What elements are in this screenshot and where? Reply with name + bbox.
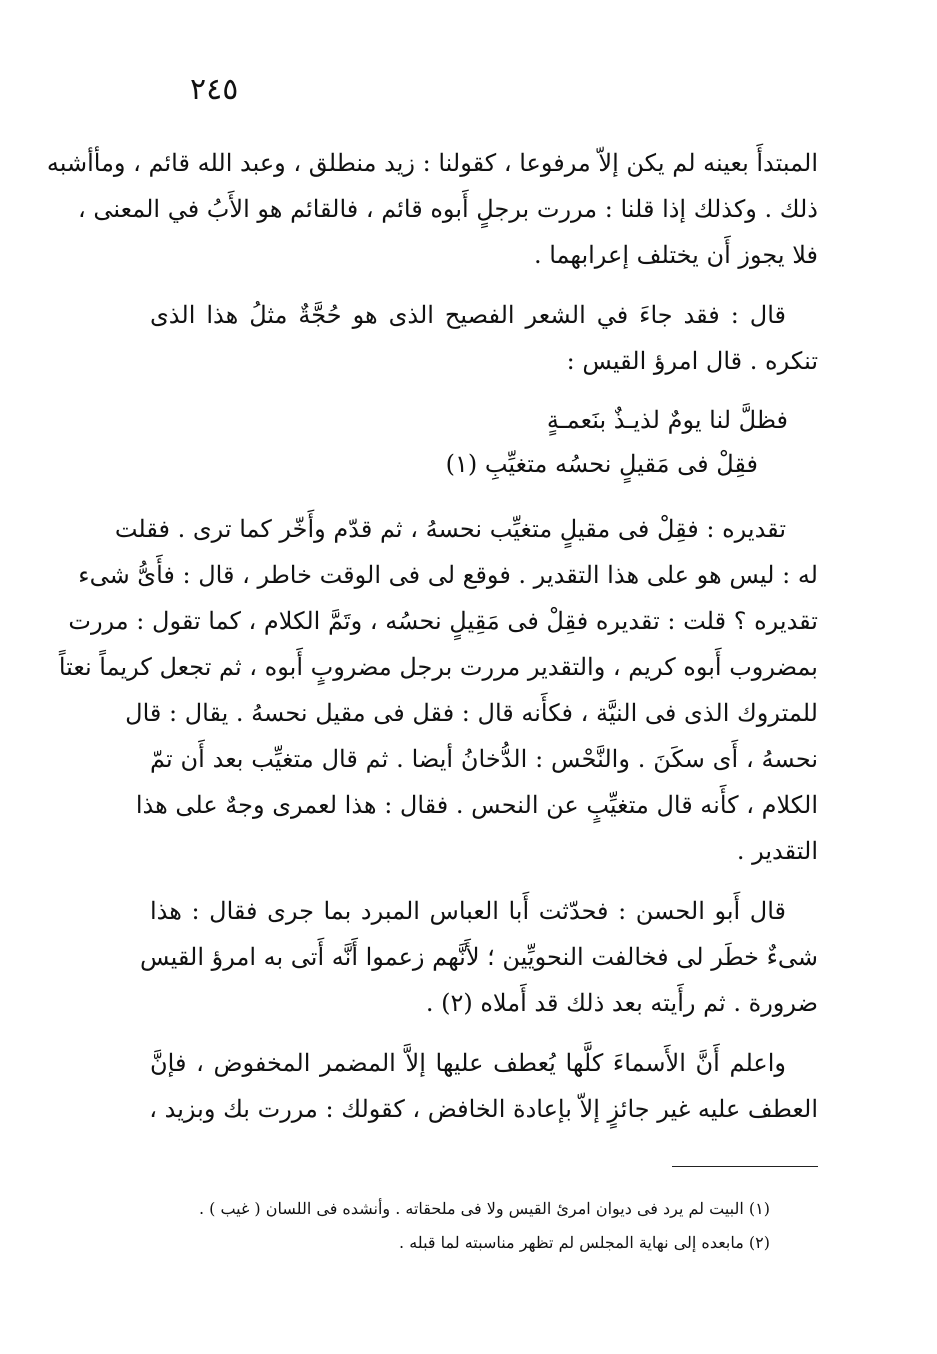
verse-hemistich-2 bbox=[150, 442, 818, 486]
poetry-verse bbox=[150, 398, 818, 486]
text-line: فلا يجوز أَن يختلف إعرابهما . bbox=[533, 241, 818, 269]
text-line: التقدير . bbox=[736, 837, 818, 865]
text-line: المبتدأَ بعينه لم يكن إلاّ مرفوعا ، كقولنا : زيد منطلق ، وعبد الله قائم ، ومأأشبه bbox=[46, 149, 818, 177]
text-line: قال أَبو الحسن : فحدّثت أَبا العباس المبرد بما جرى فقال : هذا bbox=[150, 897, 786, 925]
text-line: تنكره . قال امرؤ القيس : bbox=[566, 347, 818, 375]
verse-hemistich-2-text: فقِلْ فى مَقيلٍ نحسُه متغيِّبِ bbox=[484, 450, 758, 478]
footnotes bbox=[150, 1192, 770, 1260]
body-text bbox=[46, 140, 818, 1146]
text-line: واعلم أَنَّ الأَسماءَ كلَّها يُعطف عليها إلاَّ المضمر المخفوض ، فإنَّ bbox=[150, 1049, 786, 1077]
page-number: ٢٤٥ bbox=[190, 72, 239, 107]
text-line: العطف عليه غير جائزٍ إلاّ بإعادة الخافض ، كقولك : مررت بك وبزيد ، bbox=[149, 1095, 818, 1123]
text-line: تقديره : فقِلْ فى مقيلٍ متغيِّب نحسهُ ، ثم قدّم وأَخّر كما ترى . فقلت bbox=[114, 515, 786, 543]
text-line: له : ليس هو على هذا التقدير . فوقع لى فى الوقت خاطر ، قال : فأَىُّ شىء bbox=[78, 561, 818, 589]
paragraph-5 bbox=[150, 1040, 818, 1132]
text-line: ضرورة . ثم رأَيته بعد ذلك قد أَملاه (٢) . bbox=[425, 989, 818, 1017]
paragraph-4 bbox=[140, 888, 818, 1026]
paragraph-1 bbox=[46, 140, 818, 278]
text-line: الكلام ، كأَنه قال متغيِّبٍ عن النحس . فقال : هذا لعمرى وجهٌ على هذا bbox=[135, 791, 818, 819]
paragraph-3 bbox=[58, 506, 818, 874]
verse-hemistich-1: فظلَّ لنا يومٌ لذيـذٌ بنَعمـةٍ bbox=[546, 406, 788, 434]
text-line: نحسهُ ، أَى سكَنَ . والنَّحْس : الدُّخانُ أيضا . ثم قال متغيِّب بعد أَن تمّ bbox=[150, 745, 818, 773]
paragraph-2 bbox=[150, 292, 818, 384]
footnote-1: (١) البيت لم يرد فى ديوان امرئ القيس ولا فى ملحقاته . وأنشده فى اللسان ( غيب ) . bbox=[198, 1199, 770, 1218]
text-line: شىءٌ خطَر لى فخالفت النحويِّين ؛ لأَنَّهم زعموا أَنَّه أَتى به امرؤ القيس bbox=[140, 943, 818, 971]
footnote-separator bbox=[672, 1166, 818, 1167]
text-line: تقديره ؟ قلت : تقديره فقِلْ فى مَقِيلٍ نحسُه ، وتَمَّ الكلام ، كما تقول : مررت bbox=[68, 607, 818, 635]
text-line: ذلك . وكذلك إذا قلنا : مررت برجلٍ أَبوه قائم ، فالقائم هو الأَبُ في المعنى ، bbox=[78, 195, 818, 223]
text-line: بمضروب أَبوه كريم ، والتقدير مررت برجل مضروبٍ أَبوه ، ثم تجعل كريماً نعتاً bbox=[58, 653, 818, 681]
footnote-2: (٢) مابعده إلى نهاية المجلس لم تظهر مناسبته لما قبله . bbox=[399, 1233, 770, 1252]
footnote-marker-1: (١) bbox=[445, 450, 478, 478]
text-line: للمتروك الذى فى النيَّة ، فكأَنه قال : فقل فى مقيل نحسهُ . يقال : قال bbox=[125, 699, 818, 727]
text-line: قال : فقد جاءَ في الشعر الفصيح الذى هو حُجَّةٌ مثلُ هذا الذى bbox=[150, 301, 786, 329]
